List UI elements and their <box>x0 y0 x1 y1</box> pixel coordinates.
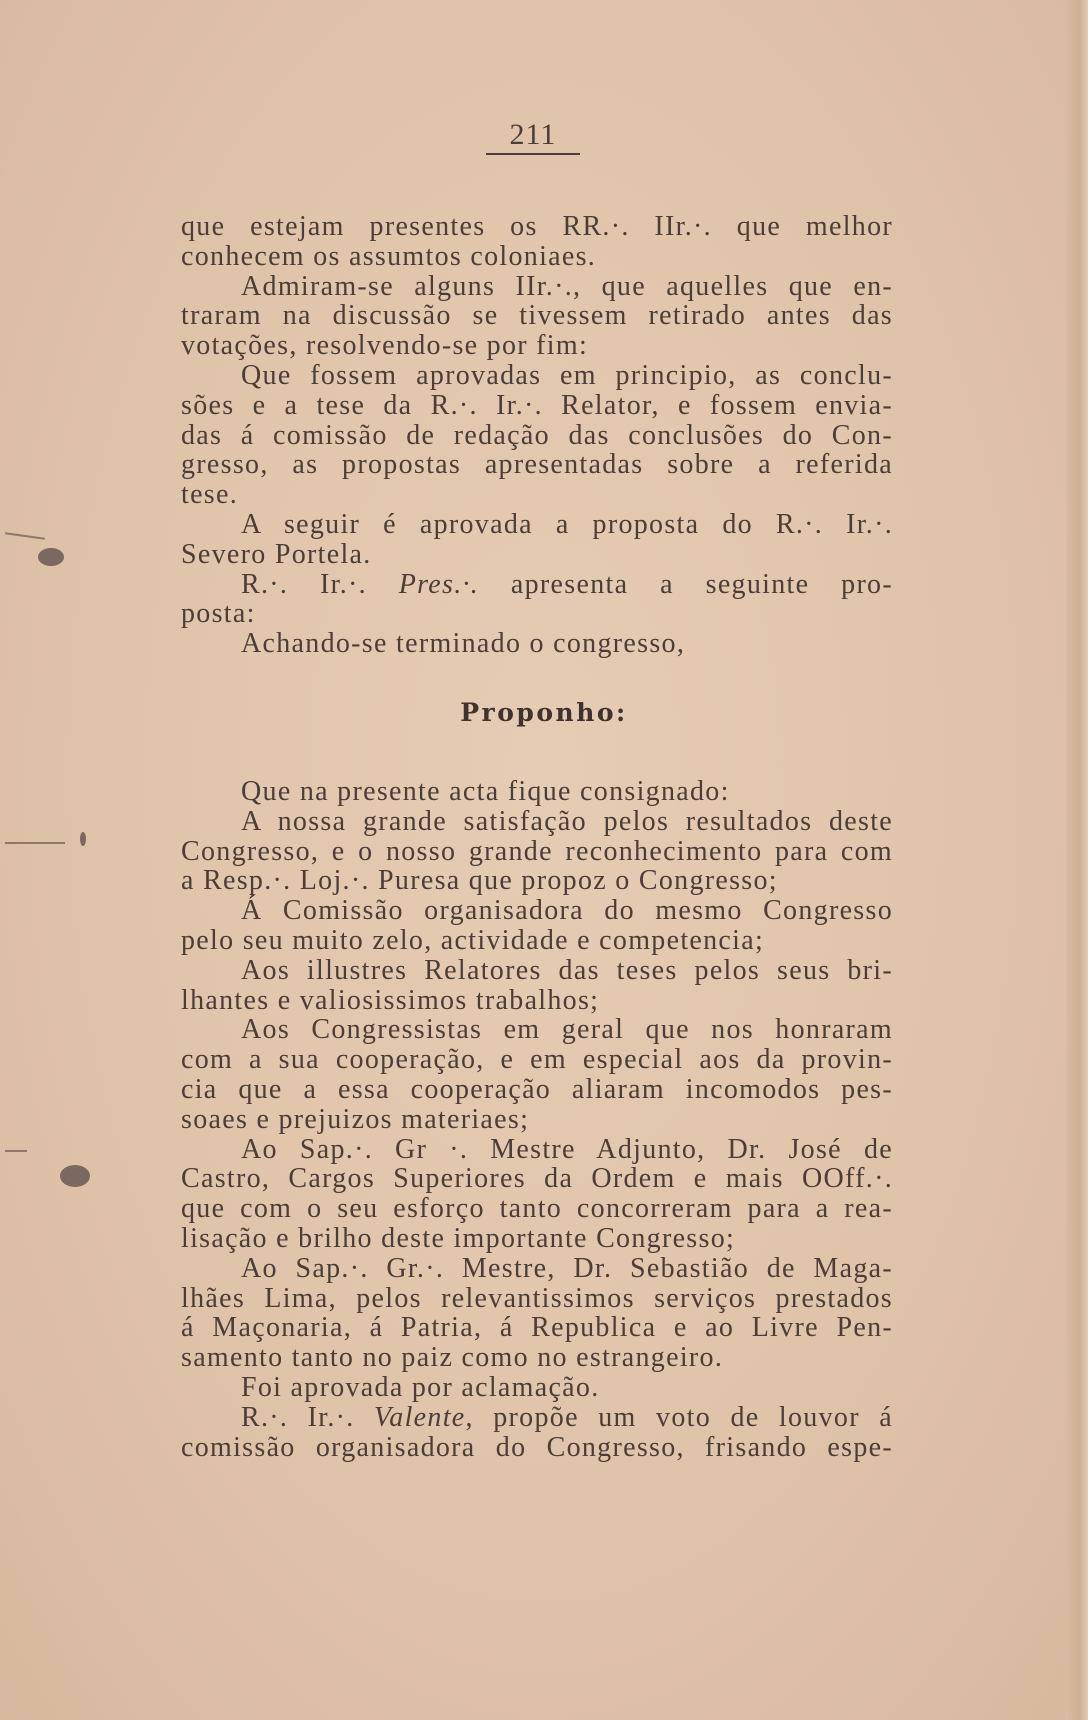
line-text: A seguir é aprovada a proposta do R.·. Ir.·. <box>241 509 893 540</box>
page-number: 211 <box>509 118 557 151</box>
page-number-rule <box>486 153 580 155</box>
italic-name: Valente <box>374 1401 466 1433</box>
page-edge <box>1066 0 1088 1720</box>
text-line <box>181 986 893 1016</box>
line-text: , propõe um voto de louvor á <box>465 1401 893 1433</box>
line-text: sões e a tese da R.·. Ir.·. Relator, e fossem envia- <box>181 389 893 421</box>
line-text: Aos illustres Relatores das teses pelos seus bri- <box>241 954 893 986</box>
line-text: á Maçonaria, á Patria, á Republica e ao Livre Pen- <box>181 1312 893 1344</box>
margin-mark <box>38 548 64 566</box>
text-line <box>181 242 893 272</box>
text-line <box>181 212 893 242</box>
line-text: posta: <box>181 598 256 630</box>
text-line <box>181 1164 893 1194</box>
text-line <box>241 896 893 926</box>
text-line <box>181 480 893 510</box>
text-line <box>181 1284 893 1314</box>
line-text: A nossa grande satisfação pelos resultados deste <box>241 805 893 837</box>
text-line <box>241 570 893 600</box>
line-text: conhecem os assumtos coloniaes. <box>181 240 597 272</box>
text-line <box>181 1105 893 1135</box>
line-text: a Resp.·. Loj.·. Puresa que propoz o Congresso; <box>181 865 778 897</box>
text-line <box>181 1313 893 1343</box>
line-text: Congresso, e o nosso grande reconhecimento para com <box>181 835 893 867</box>
line-text: Foi aprovada por aclamação. <box>241 1372 600 1403</box>
text-line <box>181 866 893 896</box>
margin-mark <box>5 1150 27 1152</box>
text-line <box>241 1135 893 1165</box>
section-heading: Proponho: <box>460 698 628 727</box>
line-text: apresenta a seguinte pro- <box>479 568 893 600</box>
text-line <box>181 391 893 421</box>
text-line <box>241 1403 893 1433</box>
line-text: Admiram-se alguns IIr.·., que aquelles que en- <box>241 270 893 302</box>
line-text: votações, resolvendo-se por fim: <box>181 330 589 362</box>
line-text: Achando-se terminado o congresso, <box>241 628 686 660</box>
text-line <box>181 1045 893 1075</box>
text-line <box>241 1254 893 1284</box>
text-line <box>241 1373 893 1403</box>
text-line <box>181 1224 893 1254</box>
line-text: lhantes e valiosissimos trabalhos; <box>181 984 600 1016</box>
line-text: Aos Congressistas em geral que nos honraram <box>241 1014 893 1046</box>
text-line <box>181 926 893 956</box>
text-line <box>181 331 893 361</box>
line-text: Severo Portela. <box>181 538 372 570</box>
text-line <box>241 777 893 807</box>
text-line <box>181 1343 893 1373</box>
line-text: samento tanto no paiz como no estrangeiro. <box>181 1342 724 1374</box>
text-line <box>181 540 893 570</box>
line-text: comissão organisadora do Congresso, frisando espe- <box>181 1431 893 1463</box>
text-line <box>181 301 893 331</box>
text-line <box>241 629 893 659</box>
text-line <box>241 1015 893 1045</box>
text-line <box>181 1433 893 1463</box>
line-text: gresso, as propostas apresentadas sobre a referida <box>181 449 893 481</box>
text-line <box>241 807 893 837</box>
text-line <box>241 272 893 302</box>
line-text: soaes e prejuizos materiaes; <box>181 1103 530 1135</box>
margin-mark <box>80 832 86 846</box>
line-text: que com o seu esforço tanto concorreram para a rea- <box>181 1193 893 1225</box>
line-text: lhães Lima, pelos relevantissimos serviços prestados <box>181 1282 893 1314</box>
text-line <box>181 837 893 867</box>
line-text: Á Comissão organisadora do mesmo Congresso <box>241 895 893 927</box>
margin-mark <box>60 1165 90 1187</box>
text-line <box>241 361 893 391</box>
line-text: lisação e brilho deste importante Congresso; <box>181 1223 736 1254</box>
italic-name: Pres.·. <box>398 568 480 600</box>
line-text: R.·. Ir.·. <box>241 1401 374 1433</box>
text-line <box>181 1194 893 1224</box>
line-text: que estejam presentes os RR.·. IIr.·. que melhor <box>181 211 893 242</box>
text-line <box>181 450 893 480</box>
line-text: cia que a essa cooperação aliaram incomodos pes- <box>181 1074 893 1105</box>
text-line <box>241 956 893 986</box>
line-text: Que fossem aprovadas em principio, as conclu- <box>241 360 893 391</box>
line-text: das á comissão de redação das conclusões do Con- <box>181 419 893 451</box>
line-text: Castro, Cargos Superiores da Ordem e mais OOff.·. <box>181 1163 893 1195</box>
text-line <box>241 510 893 540</box>
text-line <box>181 1075 893 1105</box>
line-text: Ao Sap.·. Gr ·. Mestre Adjunto, Dr. José de <box>241 1133 893 1165</box>
line-text: traram na discussão se tivessem retirado antes das <box>181 300 893 332</box>
text-line <box>181 599 893 629</box>
line-text: Ao Sap.·. Gr.·. Mestre, Dr. Sebastião de Maga- <box>241 1252 893 1284</box>
margin-mark <box>5 532 45 540</box>
line-text: tese. <box>181 479 239 511</box>
line-text: pelo seu muito zelo, actividade e competencia; <box>181 925 765 956</box>
text-line <box>181 421 893 451</box>
line-text: Que na presente acta fique consignado: <box>241 776 730 807</box>
margin-mark <box>5 842 65 844</box>
line-text: R.·. Ir.·. <box>241 568 399 600</box>
line-text: com a sua cooperação, e em especial aos da provin- <box>181 1044 893 1076</box>
